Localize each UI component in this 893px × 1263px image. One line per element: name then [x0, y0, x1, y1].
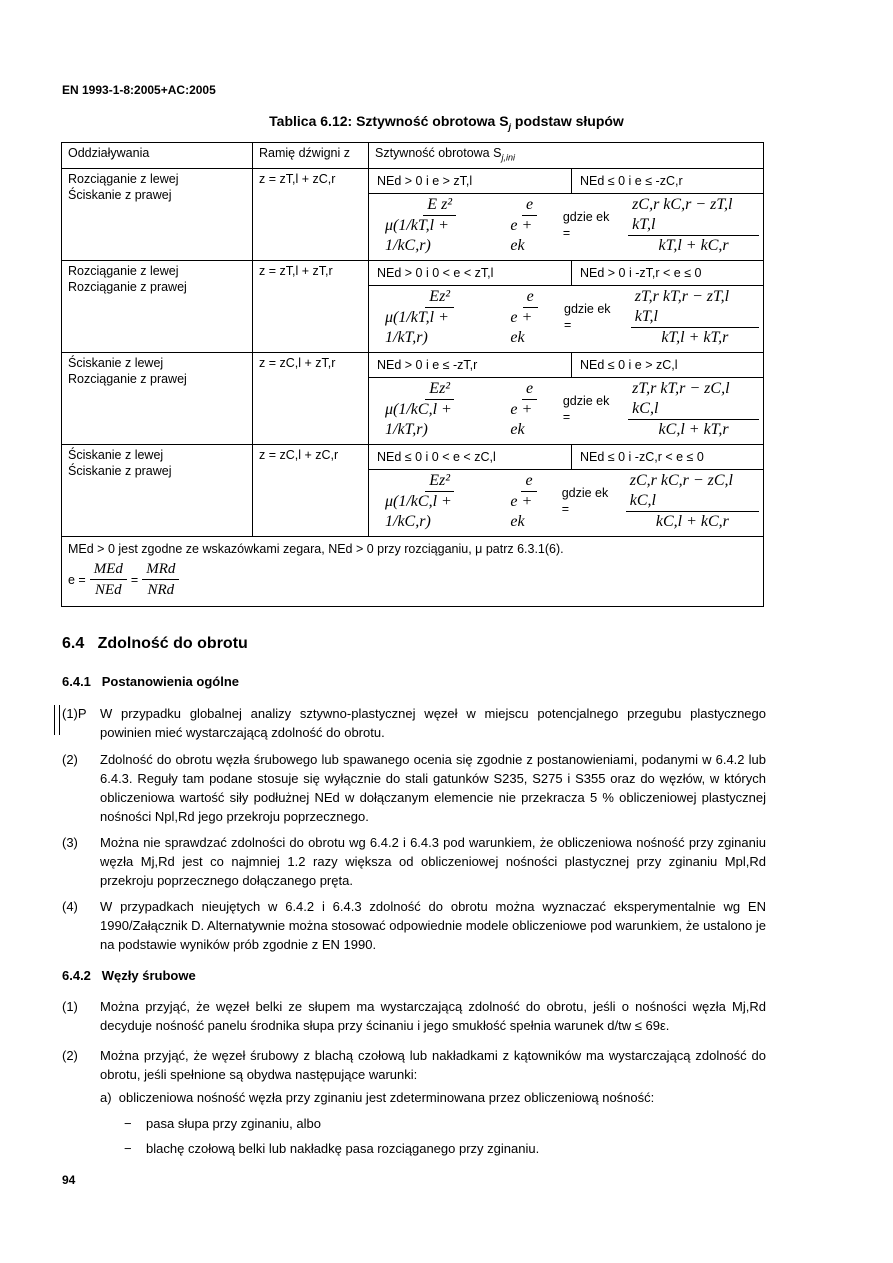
col-header-stiffness: Sztywność obrotowa $S_{j,ini}$ [369, 143, 764, 169]
table-row [62, 445, 764, 537]
table-note: MEd > 0 jest zgodne ze wskazówkami zegara, NEd > 0 przy rozciąganiu, μ patrz 6.3.1(6). e = $\frac{\text{MEd}}{\text{NEd}}$ = $\frac{\text{MRd}}{\text{NRd}}$ [62, 537, 764, 607]
actions-cell: Ściskanie z lewej Rozciąganie z prawej [62, 353, 253, 445]
condition-1: NEd ≤ 0 i 0 < e < zC,l [369, 445, 572, 469]
condition-2: NEd ≤ 0 i e ≤ -zC,r [580, 174, 683, 188]
actions-cell: Rozciąganie z lewej Ściskanie z prawej [62, 169, 253, 261]
col-header-lever-arm: Ramię dźwigni z [253, 143, 369, 169]
actions-cell: Ściskanie z lewej Ściskanie z prawej [62, 445, 253, 537]
condition-2: NEd ≤ 0 i e > zC,l [580, 358, 678, 372]
stiffness-formula: $\frac{\text{Ez²}}{\mu(1/kT,l + 1/kT,r)}$ $\frac{e}{e + ek}$ gdzie ek = $\frac{\text{zT,r kT,r − zT,l kT,l}}{kT,l + kT,r}$ [369, 286, 763, 348]
change-bar [54, 705, 60, 735]
table-row [62, 261, 764, 353]
para-number: (2) [62, 752, 78, 767]
paragraph: Można przyjąć, że węzeł belki ze słupem ma wystarczającą zdolność do obrotu, jeśli o nośności węzła Mj,Rd decyduje nośność panelu środnika słupa przy ścinaniu i jego smukłość spełnia warunek d/tw ≤ 69ε. [100, 999, 766, 1033]
actions-cell: Rozciąganie z lewej Rozciąganie z prawej [62, 261, 253, 353]
para-number: (2) [62, 1048, 78, 1063]
para-number: (1) [62, 999, 78, 1014]
stiffness-table [61, 142, 764, 607]
lever-arm-cell: z = zT,l + zC,r [253, 169, 369, 261]
condition-1: NEd > 0 i e ≤ -zT,r [369, 353, 572, 377]
condition-1: NEd > 0 i e > zT,l [369, 169, 572, 193]
table-note-row [62, 537, 764, 607]
table-row [62, 169, 764, 261]
list-item-a: a) obliczeniowa nośność węzła przy zginaniu jest zdeterminowana przez obliczeniową nośność: [100, 1090, 655, 1105]
section-6-4-2-heading: 6.4.2 Węzły śrubowe [62, 968, 196, 983]
stiffness-cell [369, 169, 764, 261]
paragraph: Można nie sprawdzać zdolności do obrotu wg 6.4.2 i 6.4.3 pod warunkiem, że obliczeniowa nośność przy zginaniu węzła Mj,Rd jest co najmniej 1.2 razy większa od obliczeniowej nośności plastycznej przy zginaniu Mpl,Rd przekroju poprzecznego dołączanego pręta. [100, 835, 766, 888]
stiffness-cell [369, 353, 764, 445]
stiffness-cell [369, 261, 764, 353]
conditions-row [369, 169, 763, 194]
condition-1: NEd > 0 i 0 < e < zT,l [369, 261, 572, 285]
paragraph: W przypadku globalnej analizy sztywno-plastycznej węzeł w miejscu potencjalnego przegubu plastycznego powinien mieć wystarczającą zdolność do obrotu. [100, 706, 766, 740]
paragraph: Zdolność do obrotu węzła śrubowego lub spawanego ocenia się zgodnie z postanowieniami, podanymi w 6.4.2 lub 6.4.3. Reguły tam podane stosuje się wyłącznie do stali gatunków S235, S275 i S355 oraz do węzłów, w których obliczeniowa wartość siły podłużnej NEd w dołączanym elemencie nie przekracza 5 % obliczeniowej plastycznej nośności Npl,Rd jego przekroju poprzecznego. [100, 752, 766, 824]
table-caption: Tablica 6.12: Sztywność obrotowa $S_j$ podstaw słupów [269, 113, 624, 132]
dash-item-1: − pasa słupa przy zginaniu, albo [124, 1116, 321, 1131]
stiffness-formula: $\frac{\text{Ez²}}{\mu(1/kC,l + 1/kT,r)}$ $\frac{e}{e + ek}$ gdzie ek = $\frac{\text{zT,r kT,r − zC,l kC,l}}{kC,l + kT,r}$ [369, 378, 763, 440]
para-number: (1)P [62, 706, 87, 721]
table-header-row [62, 143, 764, 169]
document-header: EN 1993-1-8:2005+AC:2005 [62, 83, 216, 97]
lever-arm-cell: z = zC,l + zC,r [253, 445, 369, 537]
stiffness-formula: $\frac{\text{E z²}}{\mu(1/kT,l + 1/kC,r)}$ $\frac{e}{e + ek}$ gdzie ek = $\frac{\text{zC,r kC,r − zT,l kT,l}}{kT,l + kC,r}$ [369, 194, 763, 256]
page-number: 94 [62, 1173, 76, 1187]
dash-item-2: − blachę czołową belki lub nakładkę pasa rozciąganego przy zginaniu. [124, 1141, 540, 1156]
stiffness-cell [369, 445, 764, 537]
para-number: (4) [62, 899, 78, 914]
conditions-row [369, 261, 763, 286]
paragraph: Można przyjąć, że węzeł śrubowy z blachą czołową lub nakładkami z kątowników ma wystarczającą zdolność do obrotu, jeśli spełnione są obydwa następujące warunki: [100, 1048, 766, 1082]
section-6-4-heading: 6.4 Zdolność do obrotu [62, 635, 248, 652]
lever-arm-cell: z = zC,l + zT,r [253, 353, 369, 445]
condition-2: NEd > 0 i -zT,r < e ≤ 0 [580, 266, 702, 280]
conditions-row [369, 445, 763, 470]
section-6-4-1-heading: 6.4.1 Postanowienia ogólne [62, 674, 240, 689]
stiffness-formula: $\frac{\text{Ez²}}{\mu(1/kC,l + 1/kC,r)}$ $\frac{e}{e + ek}$ gdzie ek = $\frac{\text{zC,r kC,r − zC,l kC,l}}{kC,l + kC,r}$ [369, 470, 763, 532]
paragraph: W przypadkach nieujętych w 6.4.2 i 6.4.3 zdolność do obrotu można wyznaczać eksperymentalnie wg EN 1990/Załącznik D. Alternatywnie można stosować odpowiednie modele obliczeniowe pod warunkiem, że ustalono je na podstawie wyników prób zgodnie z EN 1990. [100, 899, 766, 952]
table-row [62, 353, 764, 445]
condition-2: NEd ≤ 0 i -zC,r < e ≤ 0 [580, 450, 704, 464]
col-header-actions: Oddziaływania [62, 143, 253, 169]
conditions-row [369, 353, 763, 378]
para-number: (3) [62, 835, 78, 850]
lever-arm-cell: z = zT,l + zT,r [253, 261, 369, 353]
